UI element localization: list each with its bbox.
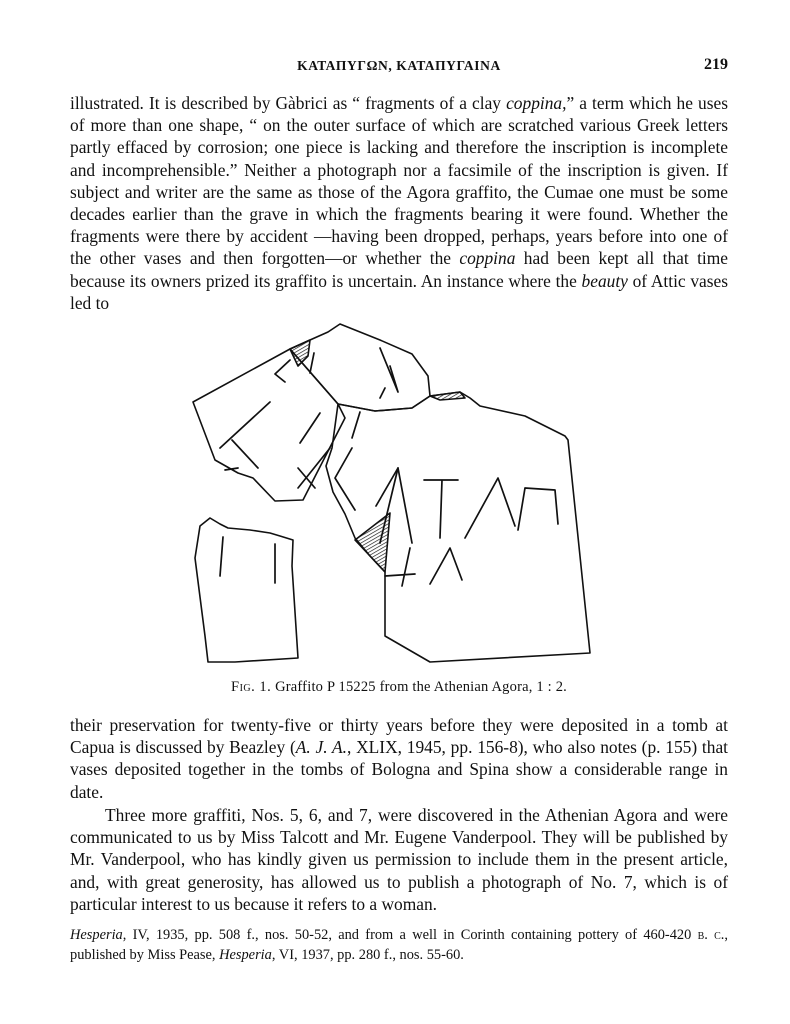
running-header bbox=[70, 58, 728, 80]
footnote bbox=[70, 925, 728, 965]
para1-text-4: of Attic vases led to bbox=[70, 270, 728, 313]
page-number: 219 bbox=[704, 56, 728, 73]
para1-beauty: beauty bbox=[581, 270, 628, 291]
para1-text-2: ” a term which he uses of more than one shape, “ on the outer surface of which are scratched various Greek letters partly effaced by corrosion; one piece is lacking and therefore the inscription is incomplete and incomprehensible.” Neither a photograph nor a facsimile of the inscription is given. If subject and writer are the same as those of the Agora graffito, the Cumae one must be some decades earlier than the grave in which the fragments bearing it were found. Whether the fragments were there by accident —having been dropped, perhaps, years before into one of the other vases and then forgotten—or whether the bbox=[70, 93, 728, 269]
paragraph-3 bbox=[70, 804, 728, 915]
footnote-hesperia-2: Hesperia bbox=[219, 947, 272, 963]
footnote-text-2: , published by Miss Pease, bbox=[70, 927, 728, 963]
graffito-drawing bbox=[180, 318, 600, 673]
hatch-area-2 bbox=[430, 392, 465, 400]
para1-coppina-1: coppina, bbox=[506, 93, 567, 113]
footnote-text-3: , VI, 1937, pp. 280 f., nos. 55-60. bbox=[271, 947, 464, 963]
caption-text: Graffito P 15225 from the Athenian Agora, 1 : 2. bbox=[275, 679, 567, 695]
para2-journal-ref: A. J. A. bbox=[295, 737, 347, 758]
incised-letters bbox=[220, 348, 558, 586]
figure-caption bbox=[70, 679, 728, 696]
hatch-area-1 bbox=[290, 340, 310, 366]
caption-label: Fig. 1. bbox=[231, 679, 272, 695]
para1-text-3: had been kept all that time because its owners prized its graffito is uncertain. An instance where the bbox=[70, 248, 728, 291]
running-title: ΚΑΤΑΠΥΓΩΝ, ΚΑΤΑΠΥΓΑΙΝΑ bbox=[297, 58, 501, 73]
paragraph-1 bbox=[70, 92, 728, 314]
footnote-text-1: , IV, 1935, pp. 508 f., nos. 50-52, and from a well in Corinth containing pottery of 460-420 bbox=[122, 927, 698, 943]
fragment-small-left bbox=[195, 518, 298, 662]
fragment-large-right bbox=[326, 392, 590, 662]
para1-text-1: illustrated. It is described by Gàbrici as “ fragments of a clay bbox=[70, 93, 507, 113]
para1-coppina-2: coppina bbox=[459, 248, 516, 269]
fragment-upper-left bbox=[193, 349, 345, 501]
paragraph-2 bbox=[70, 714, 728, 803]
footnote-bc: b. c. bbox=[697, 927, 725, 943]
para3-text: Three more graffiti, Nos. 5, 6, and 7, were discovered in the Athenian Agora and were communicated to us by Miss Talcott and Mr. Eugene Vanderpool. They will be published by Mr. Vanderpool, who has kindly given us permission to include them in the present article, and, with great generosity, has allowed us to publish a photograph of No. 7, which is of particular interest to us because it refers to a woman. bbox=[70, 805, 728, 914]
para2-text-2: , XLIX, 1945, pp. 156-8), who also notes (p. 155) that vases deposited together in the tombs of Bologna and Spina show a considerable range in date. bbox=[70, 737, 729, 802]
footnote-hesperia-1: Hesperia bbox=[70, 927, 123, 943]
para2-text-1: their preservation for twenty-five or thirty years before they were deposited in a tomb at Capua is discussed by Beazley ( bbox=[70, 715, 728, 758]
